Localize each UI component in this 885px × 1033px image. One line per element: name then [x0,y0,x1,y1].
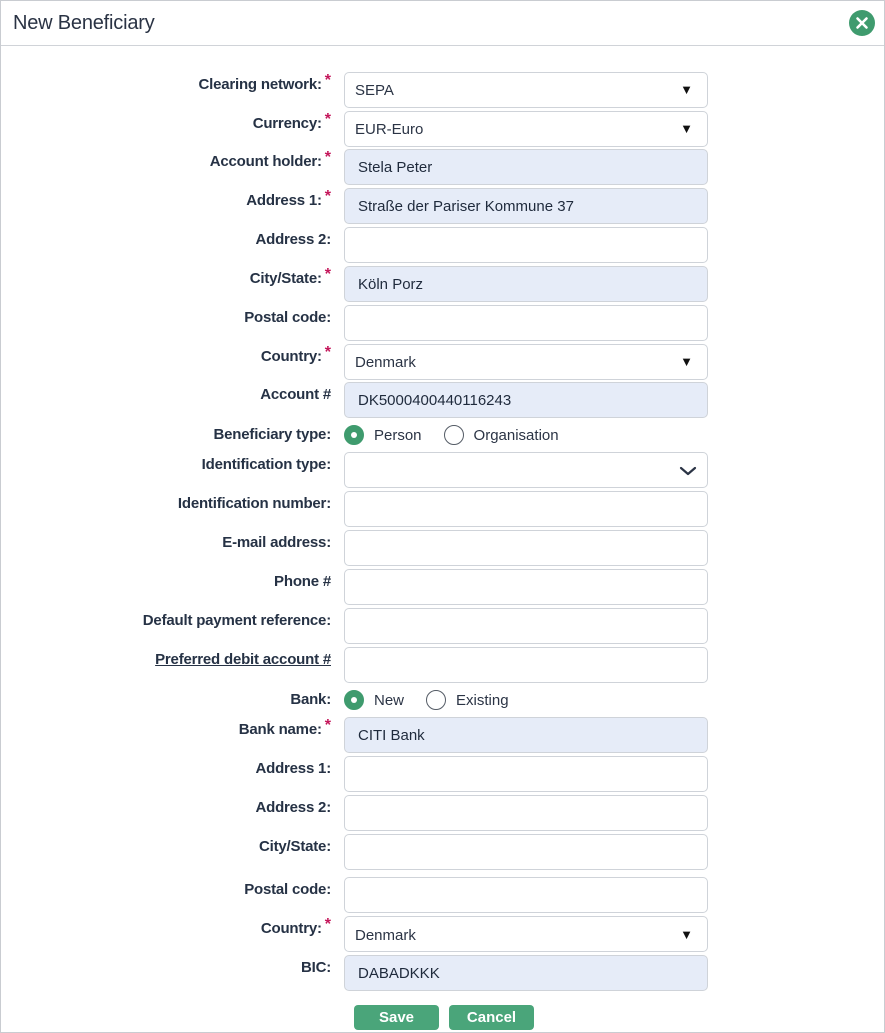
bank-city-state-label: City/State: [259,838,331,855]
clearing-network-value: SEPA [355,82,394,99]
city-state-row [1,266,885,302]
preferred-debit-account-row [1,647,885,683]
required-marker: * [324,149,331,166]
currency-select[interactable] [344,111,708,147]
default-payment-reference-input[interactable] [344,608,708,644]
bank-country-row [1,916,885,952]
bank-name-row [1,717,885,753]
address2-label: Address 2: [255,231,331,248]
preferred-debit-account-input[interactable] [344,647,708,683]
address2-input[interactable] [344,227,708,263]
country-label: Country: [260,348,322,365]
account-holder-label: Account holder: [209,153,322,170]
address1-label: Address 1: [246,192,322,209]
identification-type-row [1,452,885,488]
bank-address2-label: Address 2: [255,799,331,816]
identification-number-row [1,491,885,527]
clearing-network-label: Clearing network: [198,76,322,93]
bic-label: BIC: [300,959,331,976]
radio-organisation-label[interactable]: Organisation [473,426,559,444]
required-marker: * [324,344,331,361]
clearing-network-select[interactable] [344,72,708,108]
bank-label: Bank: [290,691,331,708]
address1-input[interactable] [344,188,708,224]
radio-bank-new-label[interactable]: New [374,691,405,709]
chevron-down-icon [678,463,698,479]
bank-postal-code-label: Postal code: [244,881,331,898]
postal-code-row [1,305,885,341]
country-value: Denmark [355,354,416,371]
bank-city-state-row [1,834,885,870]
account-number-row [1,382,885,418]
postal-code-input[interactable] [344,305,708,341]
postal-code-label: Postal code: [244,309,331,326]
currency-value: EUR-Euro [355,121,424,138]
radio-bank-existing-label[interactable]: Existing [456,691,509,709]
default-payment-reference-label: Default payment reference: [142,612,331,629]
dropdown-arrow-icon: ▼ [680,927,693,942]
address2-row [1,227,885,263]
bank-country-label: Country: [260,920,322,937]
cancel-button[interactable]: Cancel [449,1005,534,1030]
required-marker: * [324,266,331,283]
radio-bank-new[interactable] [344,690,364,710]
bank-address2-row [1,795,885,831]
bank-address1-label: Address 1: [255,760,331,777]
country-select[interactable] [344,344,708,380]
default-payment-reference-row [1,608,885,644]
email-label: E-mail address: [222,534,331,551]
email-row [1,530,885,566]
required-marker: * [324,188,331,205]
currency-row [1,111,885,147]
required-marker: * [324,72,331,89]
bank-city-state-input[interactable] [344,834,708,870]
bic-input[interactable] [344,955,708,991]
dropdown-arrow-icon: ▼ [680,82,693,97]
preferred-debit-account-link[interactable]: Preferred debit account # [155,651,331,668]
dropdown-arrow-icon: ▼ [680,354,693,369]
dropdown-arrow-icon: ▼ [680,121,693,136]
bank-address2-input[interactable] [344,795,708,831]
account-number-input[interactable] [344,382,708,418]
account-holder-row [1,149,885,185]
bank-address1-row [1,756,885,792]
radio-person[interactable] [344,425,364,445]
radio-person-label[interactable]: Person [374,426,422,444]
currency-label: Currency: [252,115,322,132]
phone-label: Phone # [274,573,331,590]
country-row [1,344,885,380]
clearing-network-row [1,72,885,108]
radio-organisation[interactable] [444,425,464,445]
city-state-input[interactable] [344,266,708,302]
dialog-title: New Beneficiary [13,12,155,34]
bank-name-label: Bank name: [238,721,322,738]
beneficiary-type-label: Beneficiary type: [213,426,331,443]
bank-country-select[interactable] [344,916,708,952]
bic-row [1,955,885,991]
phone-row [1,569,885,605]
required-marker: * [324,717,331,734]
phone-input[interactable] [344,569,708,605]
identification-type-select[interactable] [344,452,708,488]
identification-type-label: Identification type: [201,456,331,473]
dialog-titlebar [1,1,884,46]
email-input[interactable] [344,530,708,566]
bank-country-value: Denmark [355,927,416,944]
city-state-label: City/State: [249,270,322,287]
identification-number-input[interactable] [344,491,708,527]
close-icon[interactable] [849,10,875,36]
bank-name-input[interactable] [344,717,708,753]
account-number-label: Account # [260,386,331,403]
bank-address1-input[interactable] [344,756,708,792]
required-marker: * [324,916,331,933]
bank-postal-code-row [1,877,885,913]
address1-row [1,188,885,224]
account-holder-input[interactable] [344,149,708,185]
bank-postal-code-input[interactable] [344,877,708,913]
save-button[interactable]: Save [354,1005,439,1030]
required-marker: * [324,111,331,128]
beneficiary-type-radio-group [344,422,581,448]
bank-mode-radio-group [344,687,531,713]
radio-bank-existing[interactable] [426,690,446,710]
identification-number-label: Identification number: [177,495,331,512]
